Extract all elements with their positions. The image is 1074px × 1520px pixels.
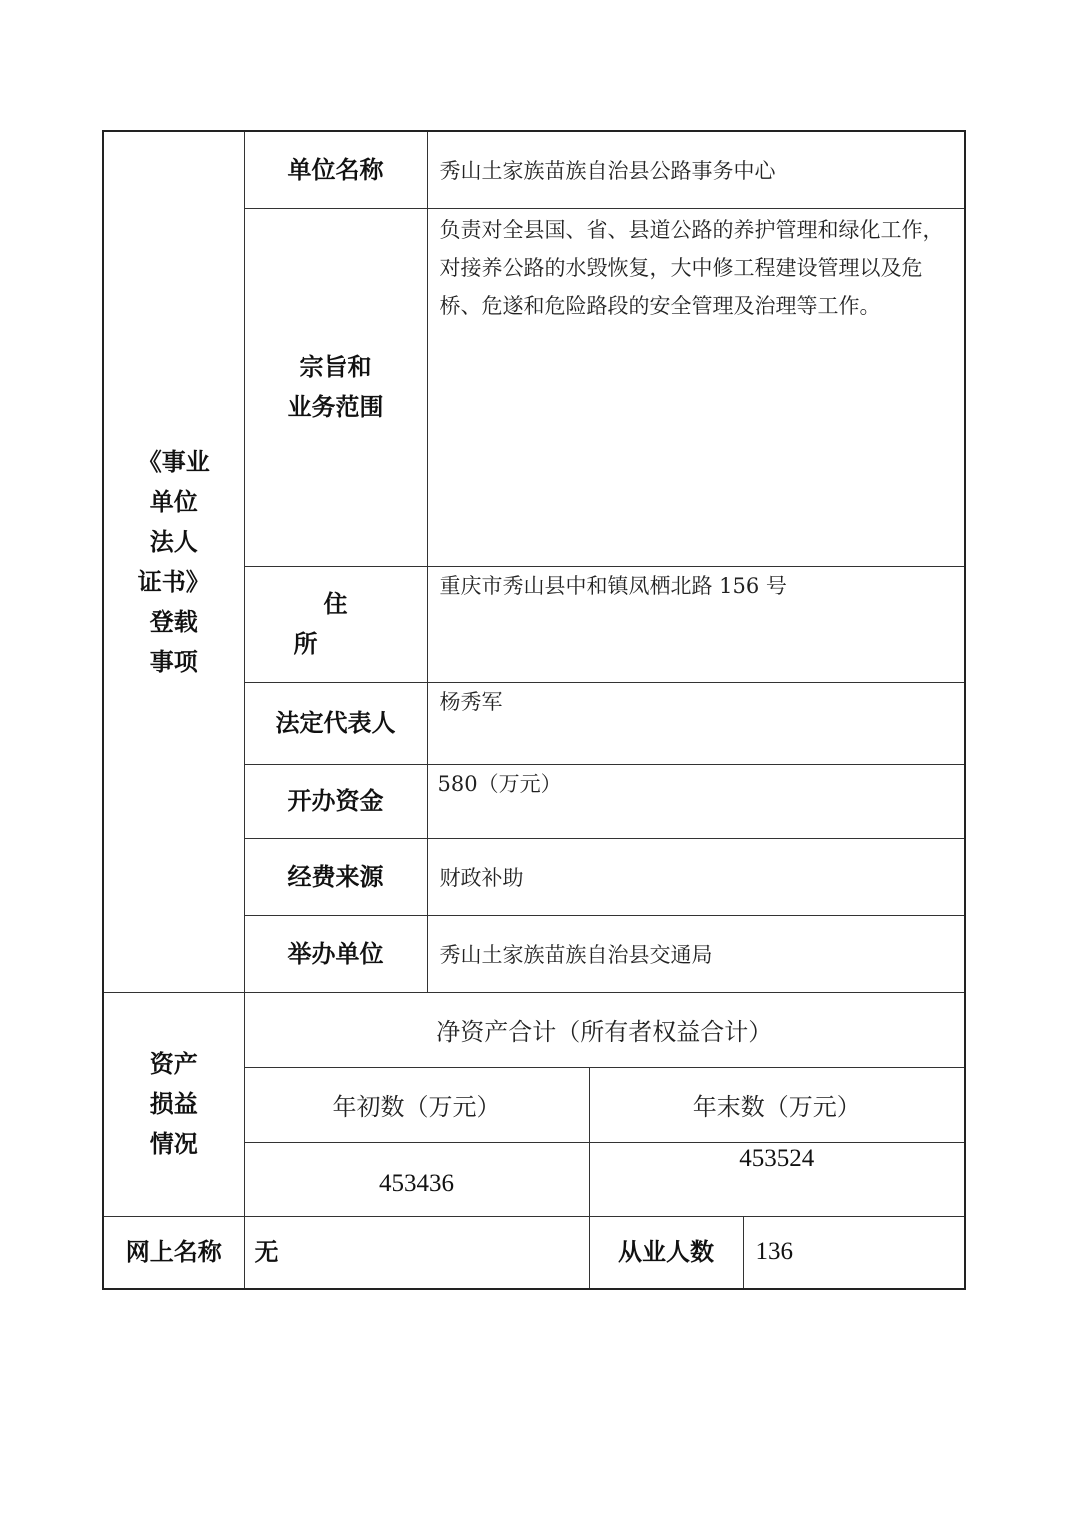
- side-line: 事项: [149, 646, 198, 676]
- registration-section-label: [103, 131, 244, 992]
- address-label: [244, 566, 427, 682]
- address-label-text: 住所: [293, 589, 408, 658]
- online-name-value: 无: [244, 1216, 589, 1289]
- sponsor-value: 秀山土家族苗族自治县交通局: [427, 915, 965, 992]
- side-line: 证书》: [137, 566, 210, 596]
- unit-name-label: 单位名称: [244, 131, 427, 208]
- side-line: 单位: [149, 486, 198, 516]
- purpose-label-line: 业务范围: [287, 392, 384, 421]
- assets-side-line: 情况: [149, 1129, 198, 1158]
- assets-side-line: 资产: [149, 1049, 198, 1078]
- net-assets-header: 净资产合计（所有者权益合计）: [244, 992, 965, 1067]
- assets-section-label: [103, 992, 244, 1216]
- capital-label: 开办资金: [244, 764, 427, 838]
- legal-rep-value: 杨秀军: [427, 682, 965, 764]
- end-year-value: 453524: [589, 1142, 965, 1216]
- capital-value: 580（万元）: [427, 764, 965, 838]
- end-year-label: 年末数（万元）: [589, 1067, 965, 1142]
- unit-name-value: 秀山土家族苗族自治县公路事务中心: [427, 131, 965, 208]
- purpose-value: 负责对全县国、省、县道公路的养护管理和绿化工作，对接养公路的水毁恢复，大中修工程建设管理以及危桥、危遂和危险路段的安全管理及治理等工作。: [427, 208, 965, 566]
- legal-rep-label: 法定代表人: [244, 682, 427, 764]
- staff-count-value: 136: [743, 1216, 965, 1289]
- online-name-label: 网上名称: [103, 1216, 244, 1289]
- funding-value: 财政补助: [427, 838, 965, 915]
- staff-count-label: 从业人数: [589, 1216, 743, 1289]
- sponsor-label: 举办单位: [244, 915, 427, 992]
- begin-year-label: 年初数（万元）: [244, 1067, 589, 1142]
- purpose-label-line: 宗旨和: [299, 352, 372, 381]
- purpose-label: [244, 208, 427, 566]
- funding-label: 经费来源: [244, 838, 427, 915]
- registration-form: [102, 130, 966, 1290]
- side-line: 法人: [149, 526, 198, 556]
- assets-side-line: 损益: [149, 1089, 198, 1118]
- begin-year-value: 453436: [244, 1142, 589, 1216]
- side-line: 《事业: [137, 446, 210, 476]
- side-line: 登载: [149, 606, 198, 636]
- address-value: 重庆市秀山县中和镇凤栖北路 156 号: [427, 566, 965, 682]
